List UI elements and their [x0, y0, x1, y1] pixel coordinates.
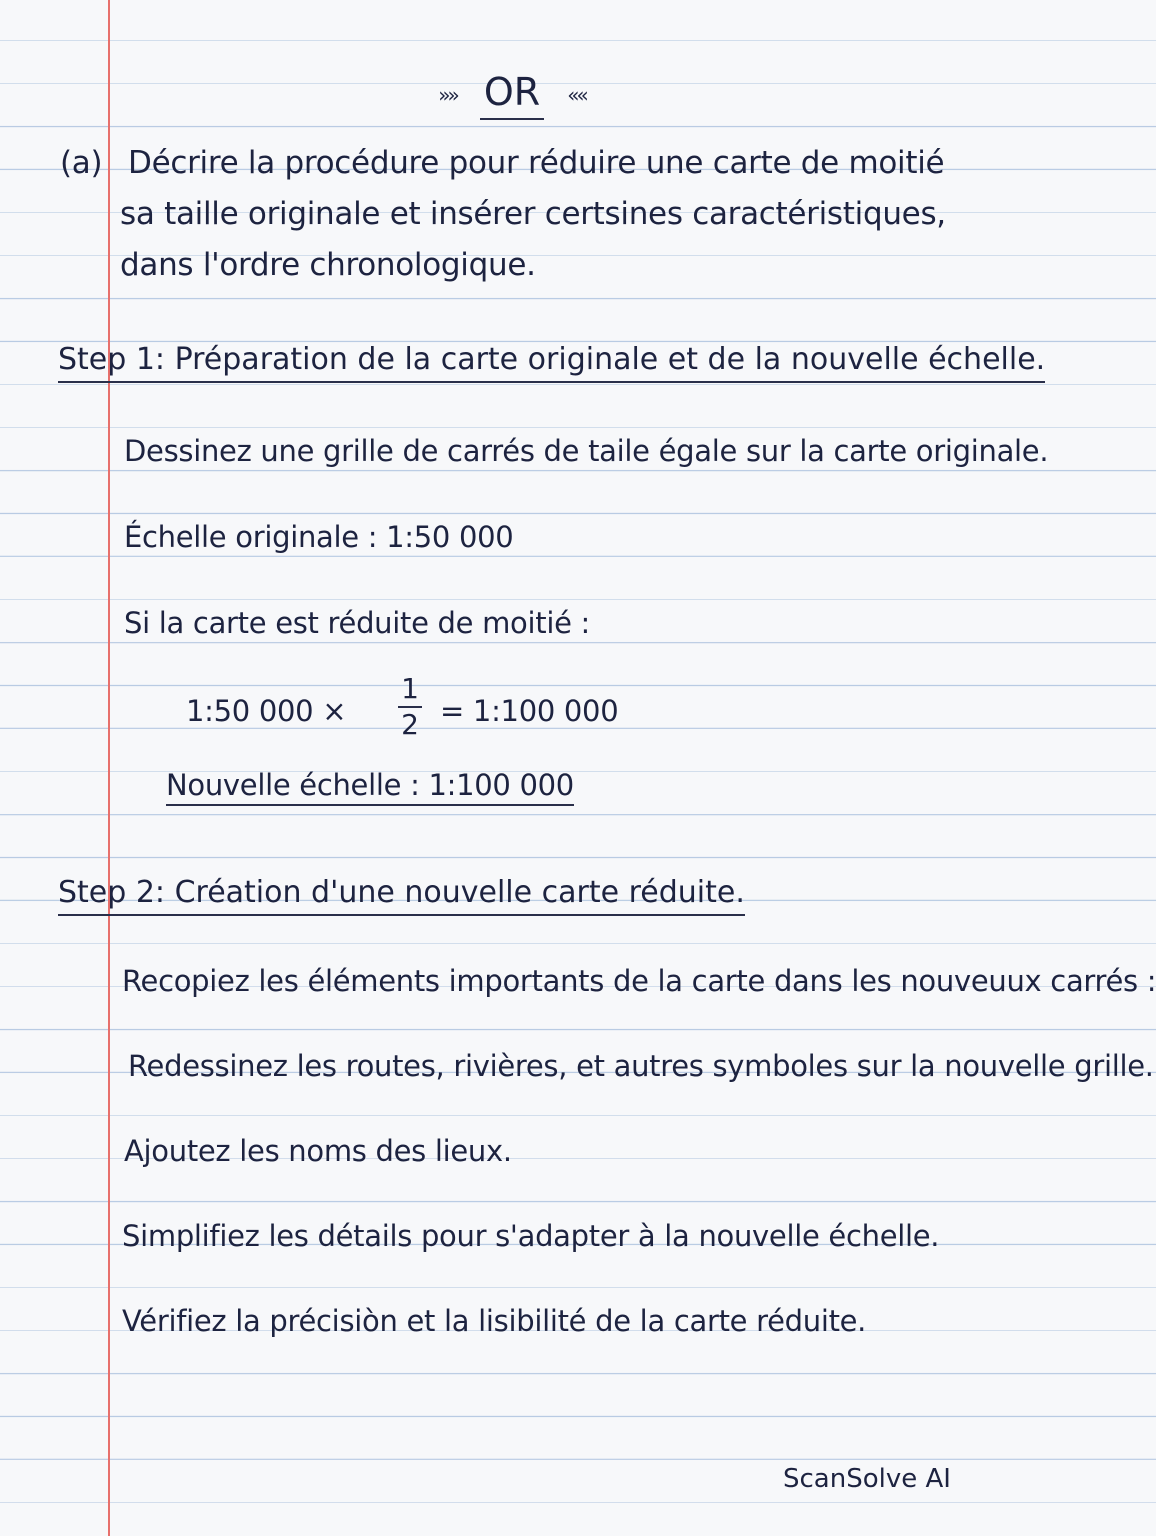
question-label: (a)	[60, 145, 103, 181]
margin-line	[108, 0, 110, 1536]
calc-left: 1:50 000 ×	[186, 694, 347, 728]
question-line: dans l'ordre chronologique.	[120, 247, 536, 283]
step2-item: Redessinez les routes, rivières, et autres symboles sur la nouvelle grille.	[128, 1049, 1154, 1083]
header	[0, 70, 1024, 120]
step2-item: Vérifiez la précisiòn et la lisibilité de la carte réduite.	[122, 1304, 867, 1338]
question-line: Décrire la procédure pour réduire une carte de moitié	[128, 145, 945, 181]
fraction-denominator: 2	[401, 708, 419, 741]
step2-item: Ajoutez les noms des lieux.	[124, 1134, 512, 1168]
page-title: OR	[480, 70, 544, 120]
brand-watermark: ScanSolve AI	[783, 1464, 951, 1494]
decoration-left: »»	[438, 83, 457, 107]
calc-right: = 1:100 000	[440, 694, 619, 728]
step2-item: Simplifiez les détails pour s'adapter à la nouvelle échelle.	[122, 1219, 940, 1253]
fraction-half	[396, 674, 424, 740]
new-scale-result: Nouvelle échelle : 1:100 000	[166, 768, 574, 806]
question-line: sa taille originale et insérer certsines caractéristiques,	[120, 196, 946, 232]
condition-text: Si la carte est réduite de moitié :	[124, 606, 591, 640]
step1-instruction: Dessinez une grille de carrés de taile égale sur la carte originale.	[124, 434, 1049, 468]
decoration-right: ««	[567, 83, 586, 107]
step2-item: Recopiez les éléments importants de la carte dans les nouveuux carrés :	[122, 964, 1156, 998]
original-scale: Échelle originale : 1:50 000	[124, 520, 514, 554]
step1-title: Step 1: Préparation de la carte originale et de la nouvelle échelle.	[58, 342, 1045, 383]
fraction-numerator: 1	[401, 672, 419, 705]
step2-title: Step 2: Création d'une nouvelle carte réduite.	[58, 875, 745, 916]
